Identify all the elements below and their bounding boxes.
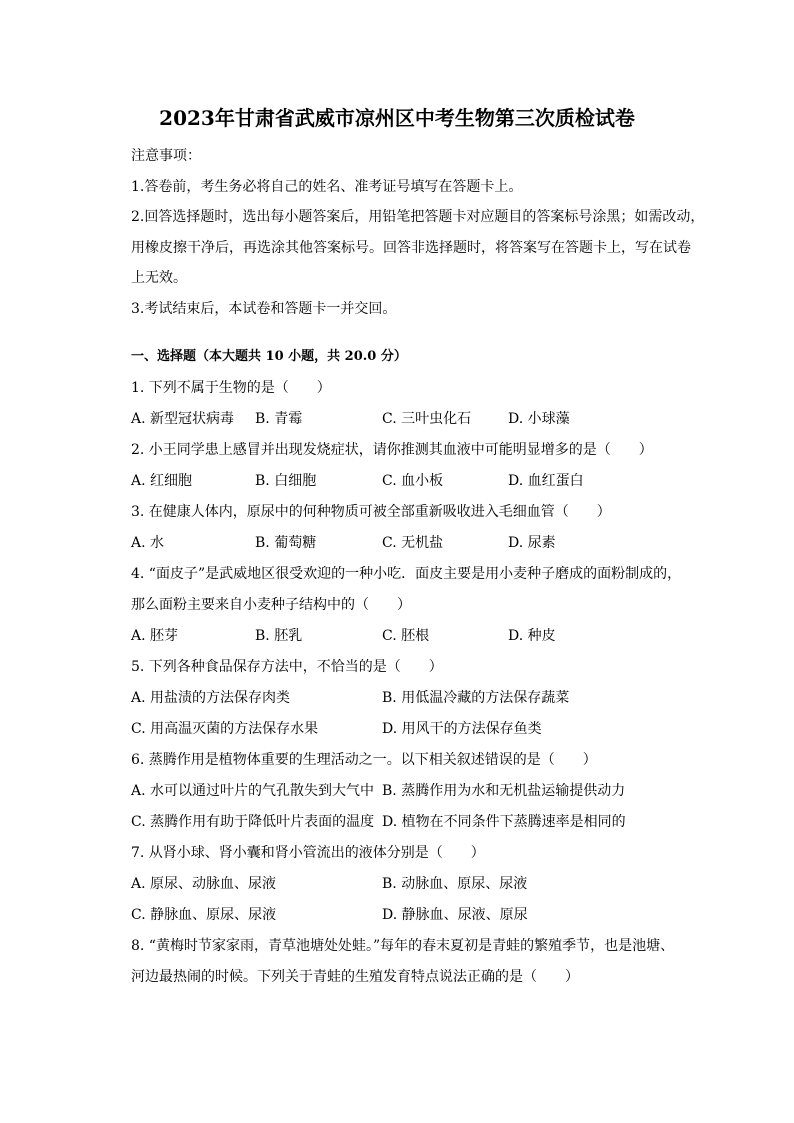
option-d: D. 种皮	[508, 628, 556, 644]
notice-item: 1.答卷前，考生务必将自己的姓名、准考证号填写在答题卡上。	[131, 179, 523, 195]
question-stem: 7. 从肾小球、肾小囊和肾小管流出的液体分别是（ ）	[131, 845, 485, 861]
option-c: C. 蒸腾作用有助于降低叶片表面的温度	[131, 814, 375, 830]
question-stem: 4. “面皮子”是武威地区很受欢迎的一种小吃．面皮主要是用小麦种子磨成的面粉制成的，	[131, 566, 682, 582]
option-b: B. 青霉	[255, 411, 303, 427]
option-a: A. 水	[131, 535, 165, 551]
question-stem: 6. 蒸腾作用是植物体重要的生理活动之一。以下相关叙述错误的是（ ）	[131, 752, 597, 768]
option-d: D. 静脉血、尿液、原尿	[382, 907, 528, 923]
notice-item: 2.回答选择题时，选出每小题答案后，用铅笔把答题卡对应题目的答案标号涂黑；如需改动，	[131, 209, 705, 225]
question-stem: 8. “黄梅时节家家雨，青草池塘处处蛙。”每年的春末夏初是青蛙的繁殖季节，也是池塘、	[131, 938, 675, 954]
option-c: C. 静脉血、原尿、尿液	[131, 907, 277, 923]
notice-item: 上无效。	[131, 270, 187, 286]
option-c: C. 用高温灭菌的方法保存水果	[131, 721, 319, 737]
notice-heading: 注意事项：	[131, 148, 201, 164]
question-stem: 5. 下列各种食品保存方法中，不恰当的是（ ）	[131, 659, 443, 675]
option-a: A. 水可以通过叶片的气孔散失到大气中	[131, 783, 375, 799]
question-stem-cont: 那么面粉主要来自小麦种子结构中的（ ）	[131, 597, 411, 613]
option-b: B. 葡萄糖	[255, 535, 317, 551]
option-c: C. 胚根	[382, 628, 430, 644]
option-c: C. 三叶虫化石	[382, 411, 472, 427]
option-b: B. 动脉血、原尿、尿液	[382, 876, 528, 892]
option-c: C. 无机盐	[382, 535, 444, 551]
section-heading: 一、选择题（本大题共 10 小题，共 20.0 分）	[131, 349, 407, 364]
option-d: D. 用风干的方法保存鱼类	[382, 721, 542, 737]
notice-item: 3.考试结束后，本试卷和答题卡一并交回。	[131, 301, 397, 317]
option-b: B. 白细胞	[255, 473, 317, 489]
option-c: C. 血小板	[382, 473, 444, 489]
option-a: A. 用盐渍的方法保存肉类	[131, 690, 291, 706]
option-b: B. 胚乳	[255, 628, 303, 644]
option-b: B. 用低温冷藏的方法保存蔬菜	[382, 690, 570, 706]
option-d: D. 小球藻	[508, 411, 570, 427]
option-d: D. 血红蛋白	[508, 473, 584, 489]
question-stem: 1. 下列不属于生物的是（ ）	[131, 380, 331, 396]
question-stem: 2. 小王同学患上感冒并出现发烧症状，请你推测其血液中可能明显增多的是（ ）	[131, 442, 653, 458]
option-d: D. 尿素	[508, 535, 556, 551]
option-a: A. 红细胞	[131, 473, 193, 489]
question-stem: 3. 在健康人体内，原尿中的何种物质可被全部重新吸收进入毛细血管（ ）	[131, 504, 611, 520]
notice-item: 用橡皮擦干净后，再选涂其他答案标号。回答非选择题时，将答案写在答题卡上，写在试卷	[131, 240, 691, 256]
question-stem-cont: 河边最热闹的时候。下列关于青蛙的生殖发育特点说法正确的是（ ）	[131, 969, 579, 985]
option-b: B. 蒸腾作用为水和无机盐运输提供动力	[382, 783, 626, 799]
option-a: A. 新型冠状病毒	[131, 411, 235, 427]
exam-title: 2023年甘肃省武威市凉州区中考生物第三次质检试卷	[159, 106, 635, 130]
option-d: D. 植物在不同条件下蒸腾速率是相同的	[382, 814, 626, 830]
option-a: A. 胚芽	[131, 628, 179, 644]
option-a: A. 原尿、动脉血、尿液	[131, 876, 277, 892]
